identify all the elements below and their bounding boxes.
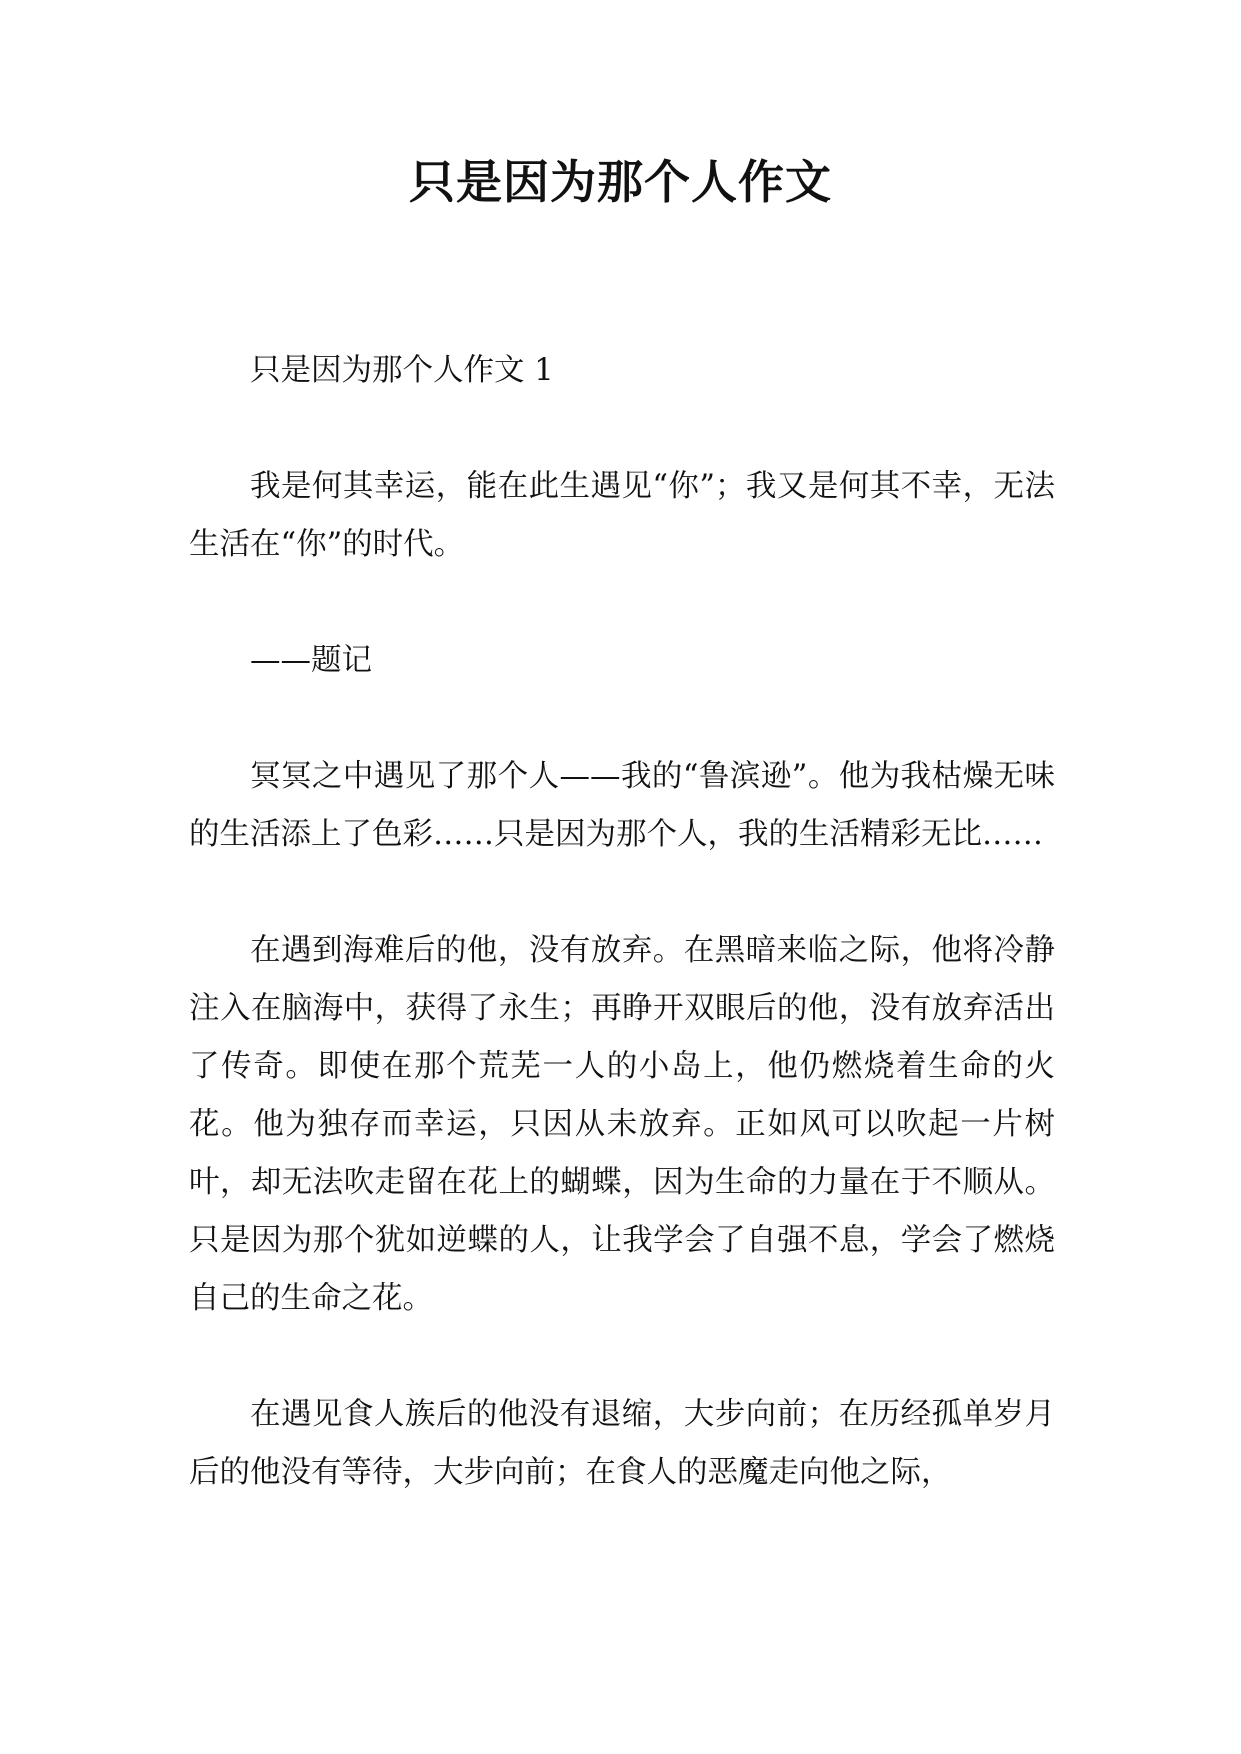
essay-number-heading: 只是因为那个人作文 1 — [250, 353, 554, 388]
body-paragraph: 在遇到海难后的他，没有放弃。在黑暗来临之际，他将冷静注入在脑海中，获得了永生；再睁开双眼后的他，没有放弃活出了传奇。即使在那个荒芜一人的小岛上，他仍燃烧着生命的火花。他为独存而幸运，只因从未放弃。正如风可以吹起一片树叶，却无法吹走留在花上的蝴蝶，因为生命的力量在于不顺从。只是因为那个犹如逆蝶的人，让我学会了自强不息，学会了燃烧自己的生命之花。 — [189, 933, 1055, 1316]
body-paragraph: 在遇见食人族后的他没有退缩，大步向前；在历经孤单岁月后的他没有等待，大步向前；在食人的恶魔走向他之际， — [189, 1397, 1055, 1490]
body-paragraph: 冥冥之中遇见了那个人——我的“鲁滨逊”。他为我枯燥无味的生活添上了色彩……只是因为那个人，我的生活精彩无比…… — [189, 759, 1055, 852]
epigraph-paragraph: 我是何其幸运，能在此生遇见“你”；我又是何其不幸，无法生活在“你”的时代。 — [189, 469, 1055, 562]
epigraph-attribution: ——题记 — [250, 643, 372, 678]
document-title: 只是因为那个人作文 — [409, 155, 832, 209]
document-body — [189, 342, 1055, 1560]
